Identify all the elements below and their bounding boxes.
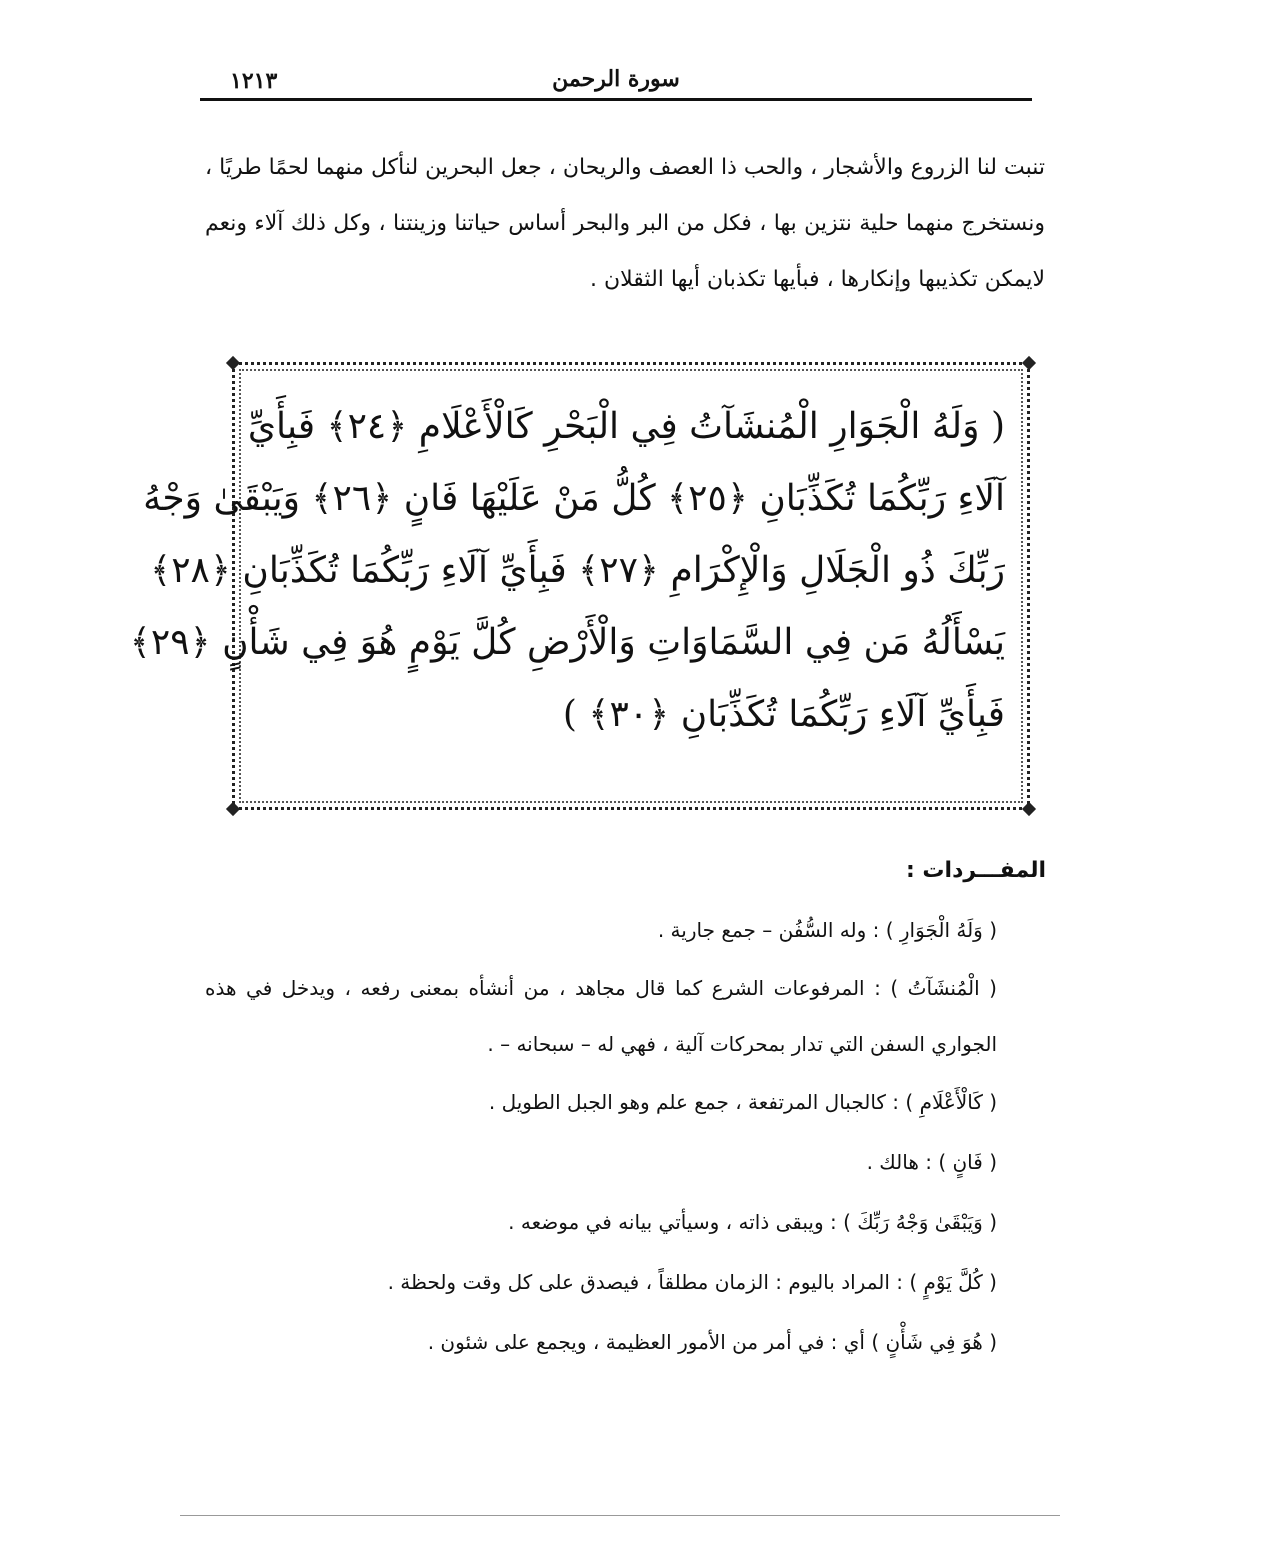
verse-line: فَبِأَيِّ آلَاءِ رَبِّكُمَا تُكَذِّبَانِ ﴿٣٠﴾ ) <box>562 694 1005 735</box>
vocabulary-definition: : كالجبال المرتفعة ، جمع علم وهو الجبل الطويل . <box>488 1090 906 1114</box>
surah-title: سورة الرحمن <box>552 66 680 92</box>
vocabulary-term: ( وَلَهُ الْجَوَارِ ) <box>885 918 997 942</box>
vocabulary-entry <box>205 1252 1045 1312</box>
header-rule <box>200 98 1032 101</box>
vocabulary-entry <box>205 1192 1045 1252</box>
vocabulary-entry <box>205 1312 1045 1372</box>
vocabulary-entry <box>205 1132 1045 1192</box>
frame-corner-ornament <box>226 356 240 370</box>
verse-line: ( وَلَهُ الْجَوَارِ الْمُنشَآتُ فِي الْبَحْرِ كَالْأَعْلَامِ ﴿٢٤﴾ فَبِأَيِّ <box>247 406 1005 447</box>
footer-rule <box>180 1515 1060 1516</box>
vocabulary-list <box>205 900 1045 1372</box>
vocabulary-definition: : المراد باليوم : الزمان مطلقاً ، فيصدق على كل وقت ولحظة . <box>387 1270 910 1294</box>
vocabulary-definition: : المرفوعات الشرع كما قال مجاهد ، من أنشأه بمعنى رفعه ، ويدخل في هذه الجواري السفن التي تدار بمحركات آلية ، فهي له – سبحانه – . <box>205 976 997 1056</box>
vocabulary-term: ( وَيَبْقَىٰ وَجْهُ رَبِّكَ ) <box>843 1210 997 1234</box>
vocabulary-term: ( فَانٍ ) <box>938 1150 997 1174</box>
vocabulary-definition: : ويبقى ذاته ، وسيأتي بيانه في موضعه . <box>508 1210 844 1234</box>
vocabulary-term: ( الْمُنشَآتُ ) <box>890 976 997 1000</box>
vocabulary-term: ( كُلَّ يَوْمٍ ) <box>909 1270 997 1294</box>
frame-corner-ornament <box>226 802 240 816</box>
vocabulary-entry <box>205 900 1045 960</box>
intro-paragraph: تنبت لنا الزروع والأشجار ، والحب ذا العصف والريحان ، جعل البحرين لنأكل منهما لحمًا طريًا ، ونستخرج منهما حلية نتزين بها ، فكل من البر والبحر أساس حياتنا وزينتنا ، وكل ذلك آلاء ونعم لايمكن تكذيبها وإنكارها ، فبأيها تكذبان أيها الثقلان . <box>205 155 1045 292</box>
vocabulary-entry <box>205 960 1045 1072</box>
verse-line: آلَاءِ رَبِّكُمَا تُكَذِّبَانِ ﴿٢٥﴾ كُلُّ مَنْ عَلَيْهَا فَانٍ ﴿٢٦﴾ وَيَبْقَىٰ وَجْهُ <box>143 478 1005 519</box>
vocabulary-definition: أي : في أمر من الأمور العظيمة ، ويجمع على شئون . <box>427 1330 872 1354</box>
verse-line: يَسْأَلُهُ مَن فِي السَّمَاوَاتِ وَالْأَرْضِ كُلَّ يَوْمٍ هُوَ فِي شَأْنٍ ﴿٢٩﴾ <box>129 622 1005 663</box>
verse-line: رَبِّكَ ذُو الْجَلَالِ وَالْإِكْرَامِ ﴿٢٧﴾ فَبِأَيِّ آلَاءِ رَبِّكُمَا تُكَذِّبَانِ ﴿٢٨﴾ <box>150 550 1005 591</box>
vocabulary-term: ( كَالْأَعْلَامِ ) <box>905 1090 997 1114</box>
verse-frame <box>129 362 1030 810</box>
vocabulary-heading: المفـــردات : <box>905 858 1046 883</box>
vocabulary-entry <box>205 1072 1045 1132</box>
vocabulary-definition: : وله السُّفُن – جمع جارية . <box>657 918 886 942</box>
verse-block <box>129 391 1005 781</box>
vocabulary-definition: : هالك . <box>866 1150 939 1174</box>
page-header <box>200 62 1032 96</box>
frame-corner-ornament <box>1022 802 1036 816</box>
vocabulary-term: ( هُوَ فِي شَأْنٍ ) <box>871 1330 997 1354</box>
frame-corner-ornament <box>1022 356 1036 370</box>
page-number: ١٢١٣ <box>230 68 278 94</box>
